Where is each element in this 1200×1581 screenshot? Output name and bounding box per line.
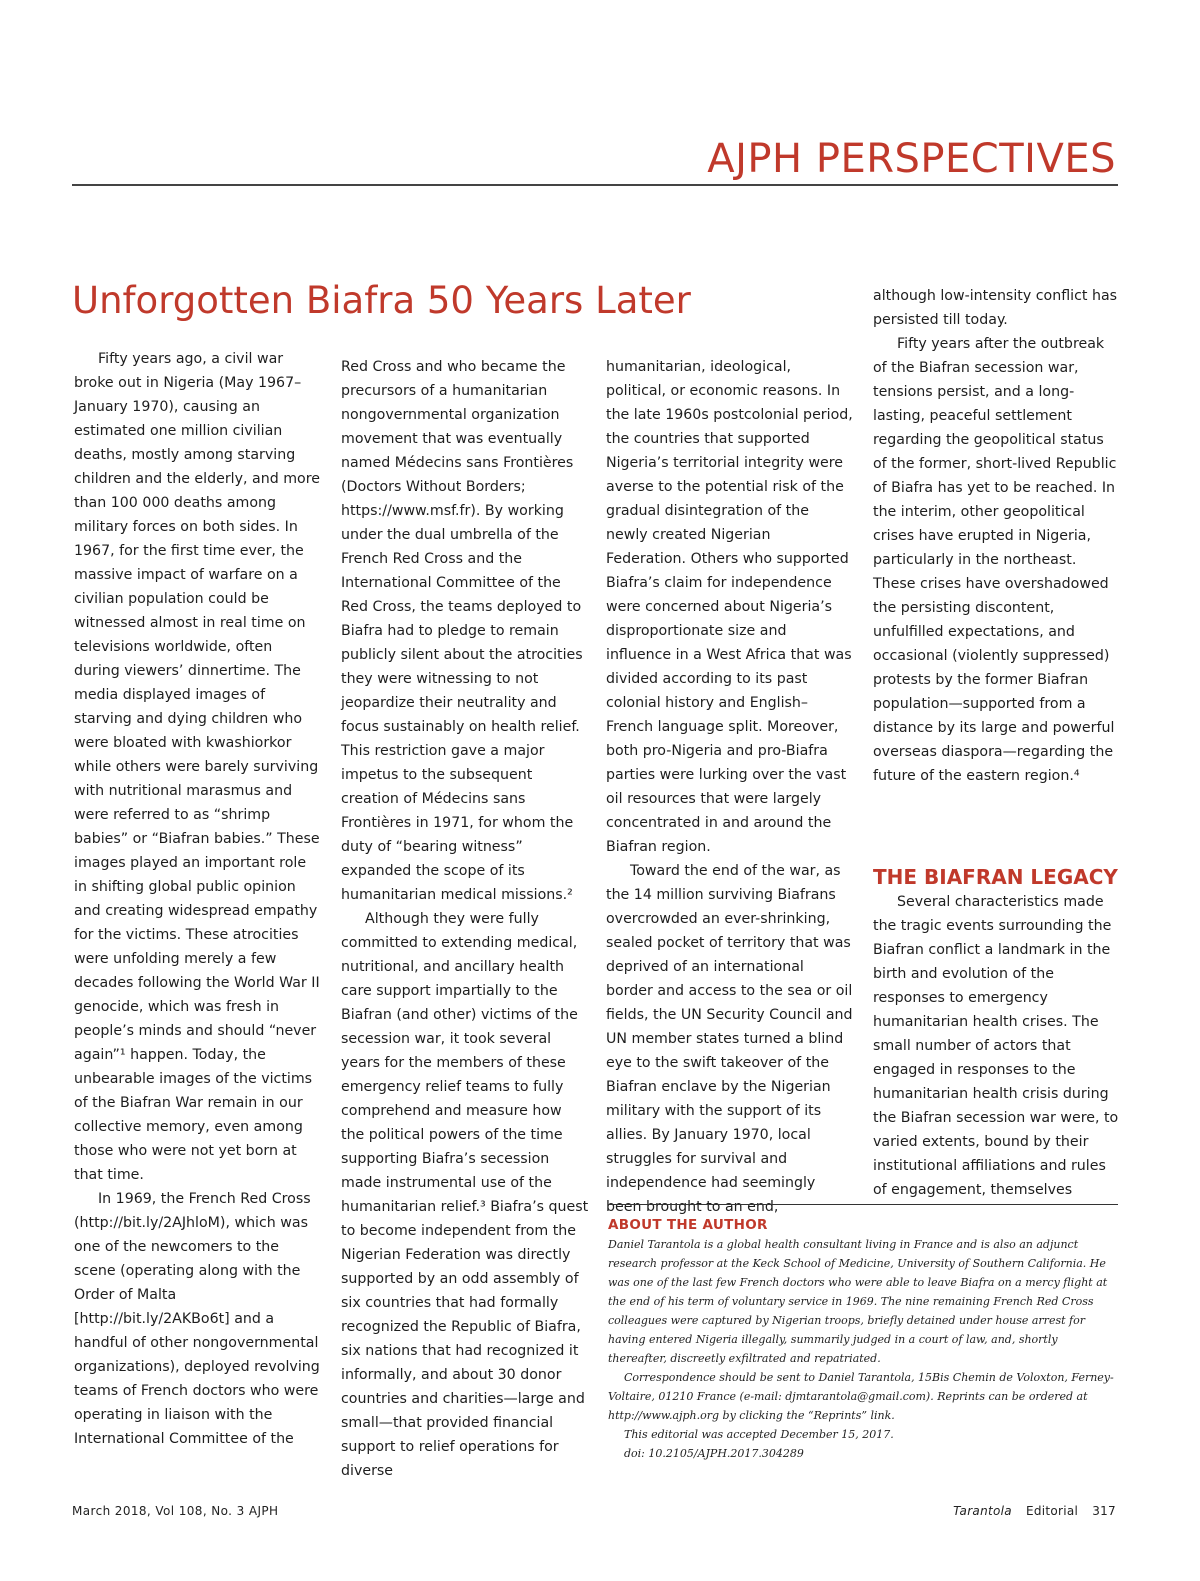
doi: doi: 10.2105/AJPH.2017.304289 bbox=[624, 1447, 804, 1460]
journal-section-title bbox=[707, 138, 1116, 180]
paragraph: Fifty years after the outbreak of the Biafran secession war, tensions persist, and a long-lasting, peaceful settlement regarding the geopolitical status of the former, short-lived Republic of Biafra has yet to be reached. In the interim, other geopolitical crises have erupted in Nigeria, particularly in the northeast. These crises have overshadowed the persisting discontent, unfulfilled expectations, and occasional (violently suppressed) protests by the former Biafran population—supported from a distance by its large and powerful overseas diaspora—regarding the future of the eastern region.⁴ bbox=[873, 336, 1117, 784]
page-number: 317 bbox=[1092, 1504, 1116, 1518]
text-column-1 bbox=[74, 347, 322, 1451]
paragraph: Several characteristics made the tragic events surrounding the Biafran conflict a landmark in the birth and evolution of the responses to emergency humanitarian health crises. The small number of actors that engaged in responses to the humanitarian health crisis during the Biafran secession war were, to varied extents, bound by their institutional affiliations and rules of engagement, themselves bbox=[873, 894, 1119, 1198]
correspondence: Correspondence should be sent to Daniel Tarantola, 15Bis Chemin de Voloxton, Ferney-Voltaire, 01210 France (e-mail: djmtarantola@gmail.com). Reprints can be ordered at http://www.ajph.org by clicking the “Reprints” link. bbox=[608, 1371, 1114, 1422]
text-column-4 bbox=[873, 284, 1121, 1202]
about-author-heading: ABOUT THE AUTHOR bbox=[608, 1217, 768, 1233]
journal-section: PERSPECTIVES bbox=[815, 136, 1116, 182]
accepted-date: This editorial was accepted December 15, 2017. bbox=[624, 1428, 894, 1441]
paragraph: In 1969, the French Red Cross (http://bit.ly/2AJhloM), which was one of the newcomers to the scene (operating along with the Order of Malta [http://bit.ly/2AKBo6t] and a handful of other nongovernmental organizations), deployed revolving teams of French doctors who were operating in liaison with the International Committee of the bbox=[74, 1191, 320, 1447]
footer-author: Tarantola bbox=[953, 1504, 1012, 1518]
text-column-3 bbox=[606, 355, 854, 1219]
paragraph: humanitarian, ideological, political, or economic reasons. In the late 1960s postcolonial period, the countries that supported Nigeria’s territorial integrity were averse to the potential risk of the gradual disintegration of the newly created Nigerian Federation. Others who supported Biafra’s claim for independence were concerned about Nigeria’s disproportionate size and influence in a West Africa that was divided according to its past colonial history and English–French language split. Moreover, both pro-Nigeria and pro-Biafra parties were lurking over the vast oil resources that were largely concentrated in and around the Biafran region. bbox=[606, 359, 853, 855]
journal-brand: AJPH bbox=[707, 136, 803, 182]
paragraph: Although they were fully committed to extending medical, nutritional, and ancillary health care support impartially to the Biafran (and other) victims of the secession war, it took several years for the members of these emergency relief teams to fully comprehend and measure how the political powers of the time supporting Biafra’s secession made instrumental use of the humanitarian relief.³ Biafra’s quest to become independent from the Nigerian Federation was directly supported by an odd assembly of six countries that had formally recognized the Republic of Biafra, six nations that had recognized it informally, and about 30 donor countries and charities—large and small—that provided financial support to relief operations for diverse bbox=[341, 911, 589, 1479]
paragraph: Fifty years ago, a civil war broke out in Nigeria (May 1967–January 1970), causing an estimated one million civilian deaths, mostly among starving children and the elderly, and more than 100 000 deaths among military forces on both sides. In 1967, for the first time ever, the massive impact of warfare on a civilian population could be witnessed almost in real time on televisions worldwide, often during viewers’ dinnertime. The media displayed images of starving and dying children who were bloated with kwashiorkor while others were barely surviving with nutritional marasmus and were referred to as “shrimp babies” or “Biafran babies.” These images played an important role in shifting global public opinion and creating widespread empathy for the victims. These atrocities were unfolding merely a few decades following the World War II genocide, which was fresh in people’s minds and should “never again”¹ happen. Today, the unbearable images of the victims of the Biafran War remain in our collective memory, even among those who were not yet born at that time. bbox=[74, 351, 320, 1183]
paragraph: Toward the end of the war, as the 14 million surviving Biafrans overcrowded an ever-shrinking, sealed pocket of territory that was deprived of an international border and access to the sea or oil fields, the UN Security Council and UN member states turned a blind eye to the swift takeover of the Biafran enclave by the Nigerian military with the support of its allies. By January 1970, local struggles for survival and independence had seemingly been brought to an end, bbox=[606, 863, 853, 1215]
article-title: Unforgotten Biafra 50 Years Later bbox=[72, 279, 691, 322]
text-column-2 bbox=[341, 355, 589, 1483]
paragraph: although low-intensity conflict has persisted till today. bbox=[873, 288, 1118, 328]
footer-issue-info: March 2018, Vol 108, No. 3 AJPH bbox=[72, 1504, 279, 1518]
footer-type: Editorial bbox=[1025, 1504, 1079, 1518]
footer-page-info bbox=[953, 1504, 1116, 1518]
paragraph: Red Cross and who became the precursors of a humanitarian nongovernmental organization movement that was eventually named Médecins sans Frontières (Doctors Without Borders; https://www.msf.fr). By working under the dual umbrella of the French Red Cross and the International Committee of the Red Cross, the teams deployed to Biafra had to pledge to remain publicly silent about the atrocities they were witnessing to not jeopardize their neutrality and focus sustainably on health relief. This restriction gave a major impetus to the subsequent creation of Médecins sans Frontières in 1971, for whom the duty of “bearing witness” expanded the scope of its humanitarian medical missions.² bbox=[341, 359, 583, 903]
journal-header bbox=[72, 138, 1118, 186]
about-author-box bbox=[608, 1204, 1118, 1463]
author-bio: Daniel Tarantola is a global health consultant living in France and is also an adjunct research professor at the Keck School of Medicine, University of Southern California. He was one of the last few French doctors who were able to leave Biafra on a mercy flight at the end of his term of voluntary service in 1969. The nine remaining French Red Cross colleagues were captured by Nigerian troops, briefly detained under house arrest for having entered Nigeria illegally, summarily judged in a court of law, and, shortly thereafter, discreetly exfiltrated and repatriated. bbox=[608, 1238, 1108, 1365]
section-heading: THE BIAFRAN LEGACY bbox=[873, 865, 1118, 889]
